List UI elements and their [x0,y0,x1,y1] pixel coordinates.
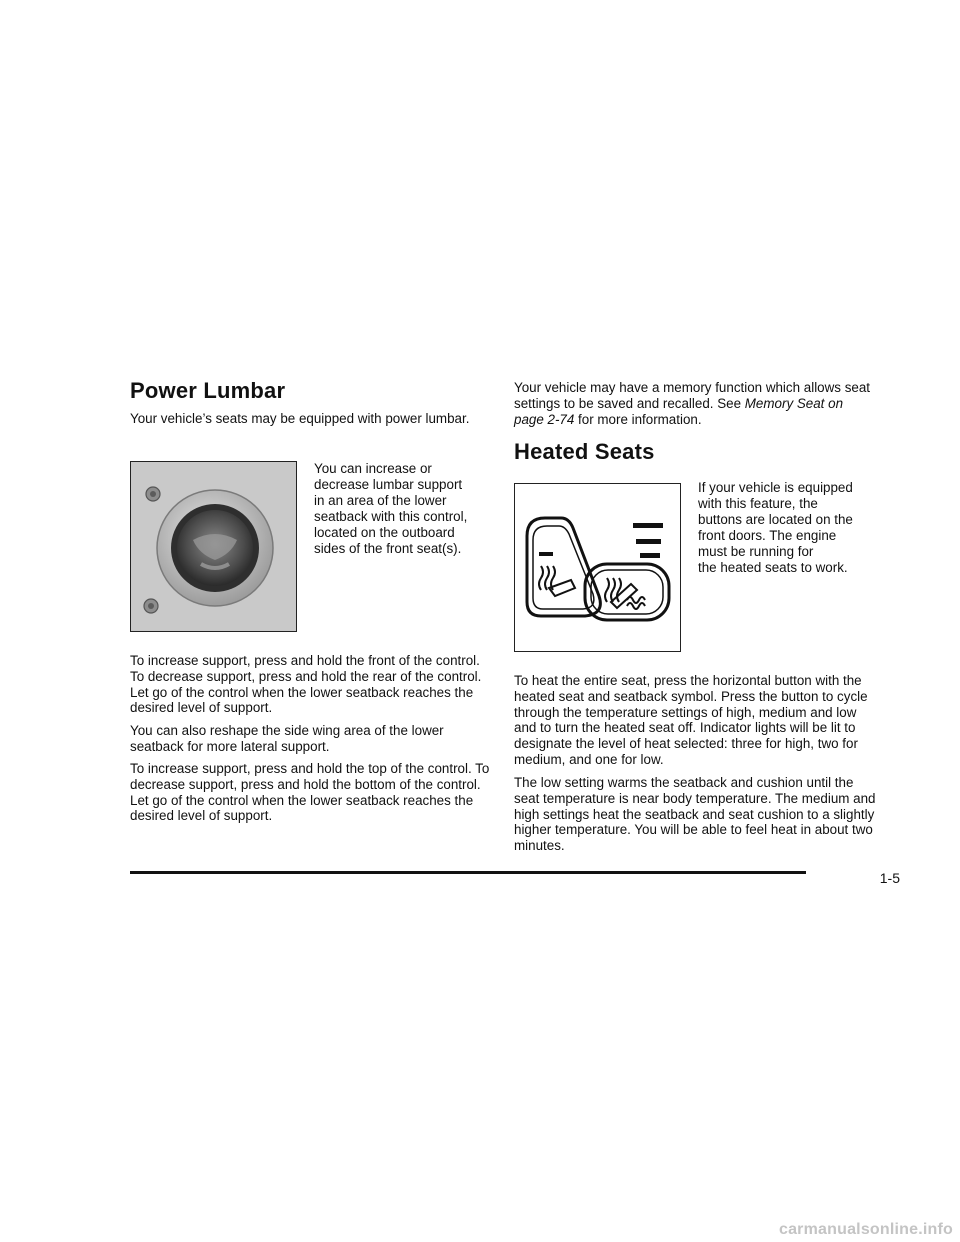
lumbar-side-line: sides of the front seat(s). [314,541,462,556]
lumbar-side-line: seatback with this control, [314,509,468,524]
indicator-light-medium-icon [636,539,661,544]
watermark: carmanualsonline.info [778,1221,953,1238]
lumbar-side-line: decrease lumbar support [314,477,463,492]
lumbar-control-icon [131,462,295,630]
heated-paragraph-1: To heat the entire seat, press the horizontal button with the heated seat and seatback symbol. Press the button to cycle through the temperature settings of high, medium and low and to turn the heated seat off. Indicator lights will be lit to designate the level of heat selected: three for high, two for medium, and one for low. [514,673,868,767]
page-number: 1-5 [879,870,900,886]
memory-text-after: for more information. [574,411,702,427]
heated-side-line: with this feature, the [698,496,818,511]
indicator-light-high-icon [633,523,663,528]
memory-paragraph [514,380,876,427]
power-lumbar-intro: Your vehicle’s seats may be equipped with power lumbar. [130,411,470,426]
heated-seat-buttons-icon [515,484,679,650]
lumbar-control-illustration [130,461,297,632]
heated-side-line: If your vehicle is equipped [698,480,853,495]
indicator-light-low-icon [640,553,660,558]
lumbar-side-line: in an area of the lower [314,493,447,508]
heated-paragraph-2: The low setting warms the seatback and cushion until the seat temperature is near body temperature. The medium and high settings heat the seatback and seat cushion to a slightly higher temperature. You will be able to feel heat in about two minutes. [514,775,876,854]
heated-side-line: buttons are located on the [698,512,853,527]
memory-text: Your vehicle may have a memory function which allows seat settings to be saved and recalled. See [514,380,871,411]
lumbar-side-line: located on the outboard [314,525,455,540]
heated-seat-buttons-illustration [514,483,681,652]
heated-side-line: front doors. The engine [698,528,837,543]
heated-seats-heading: Heated Seats [514,439,655,464]
lumbar-paragraph-3: To increase support, press and hold the top of the control. To decrease support, press and hold the bottom of the control. Let go of the control when the lower seatback reaches the desired level of support. [130,761,490,824]
lumbar-side-line: You can increase or [314,461,432,476]
lumbar-paragraph-2: You can also reshape the side wing area of the lower seatback for more lateral support. [130,723,444,754]
power-lumbar-heading: Power Lumbar [130,378,286,403]
lumbar-paragraph-1: To increase support, press and hold the front of the control. To decrease support, press and hold the rear of the control. Let go of the control when the lower seatback reaches the desired level of support. [130,653,482,716]
memory-seat-link[interactable]: Memory Seat on page 2-74 [514,395,844,427]
footer-rule [130,871,806,874]
heated-side-line: the heated seats to work. [698,560,848,575]
heated-side-line: must be running for [698,544,814,559]
